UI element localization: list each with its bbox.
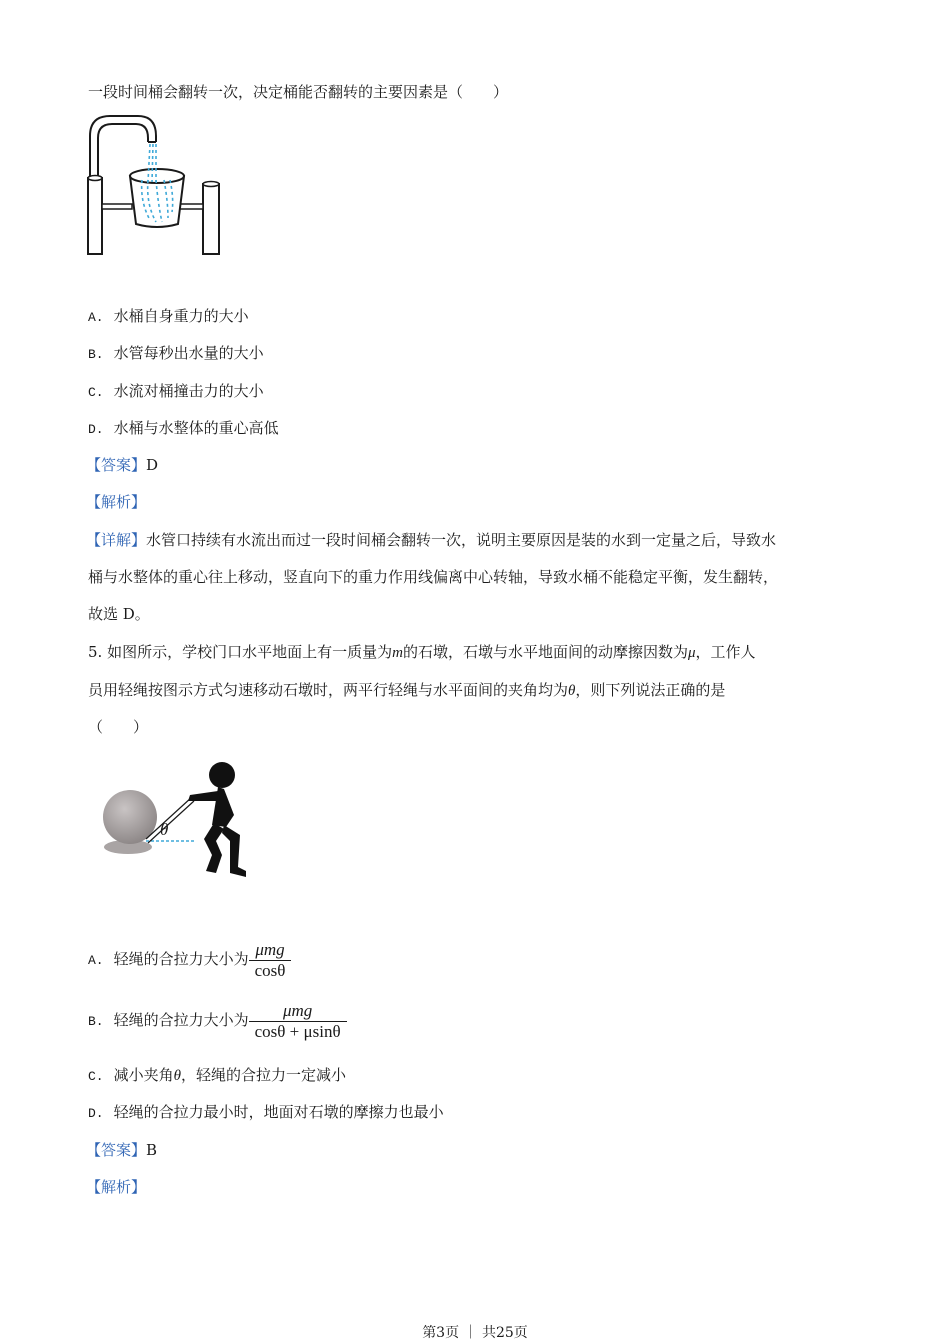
q4-answer: 【答案】D <box>86 456 159 474</box>
q4-stem: 一段时间桶会翻转一次，决定桶能否翻转的主要因素是（ ） <box>88 83 509 101</box>
stone-pier-figure <box>100 755 252 883</box>
q4-option-d: D. 水桶与水整体的重心高低 <box>88 419 279 437</box>
q4-detail-line-2: 桶与水整体的重心往上移动，竖直向下的重力作用线偏离中心转轴，导致水桶不能稳定平衡，发生翻转， <box>88 568 779 586</box>
water-bucket-figure <box>84 112 229 257</box>
q4-analysis-tag: 【解析】 <box>86 493 147 511</box>
q5-option-c: C. 减小夹角θ，轻绳的合拉力一定减小 <box>88 1066 347 1084</box>
q5-option-b: B. 轻绳的合拉力大小为 $\frac{\text{μmg}}{\cos\theta + \mu\sin\theta}$ <box>88 997 347 1045</box>
q5-stem-line-3: （ ） <box>88 718 149 736</box>
q5-option-a-fraction: $\frac{\text{μmg}}{\cos\theta}$ <box>249 940 292 981</box>
q4-option-b: B. 水管每秒出水量的大小 <box>88 344 264 362</box>
q5-option-d: D. 轻绳的合拉力最小时，地面对石墩的摩擦力也最小 <box>88 1103 444 1121</box>
q4-detail-line-1: 【详解】水管口持续有水流出而过一段时间桶会翻转一次，说明主要原因是装的水到一定量之后，导致水 <box>86 531 777 549</box>
q5-stem-line-1: 5. 如图所示，学校门口水平地面上有一质量为m的石墩，石墩与水平地面间的动摩擦因数为μ，工作人 <box>88 643 756 661</box>
q4-option-a: A. 水桶自身重力的大小 <box>88 307 249 325</box>
theta-label: θ <box>160 820 169 839</box>
page-footer: 第3页 ｜ 共25页 <box>422 1325 528 1341</box>
q5-stem-line-2: 员用轻绳按图示方式匀速移动石墩时，两平行轻绳与水平面间的夹角均为θ，则下列说法正确的是 <box>88 681 726 699</box>
q5-answer: 【答案】B <box>86 1141 158 1159</box>
q4-option-c: C. 水流对桶撞击力的大小 <box>88 382 264 400</box>
q5-analysis-tag: 【解析】 <box>86 1178 147 1196</box>
q4-detail-line-3: 故选 D。 <box>88 605 150 623</box>
q5-option-b-fraction: $\frac{\text{μmg}}{\cos\theta + \mu\sin\theta}$ <box>249 1001 347 1042</box>
q5-option-a: A. 轻绳的合拉力大小为 $\frac{\text{μmg}}{\cos\theta}$ <box>88 936 291 984</box>
